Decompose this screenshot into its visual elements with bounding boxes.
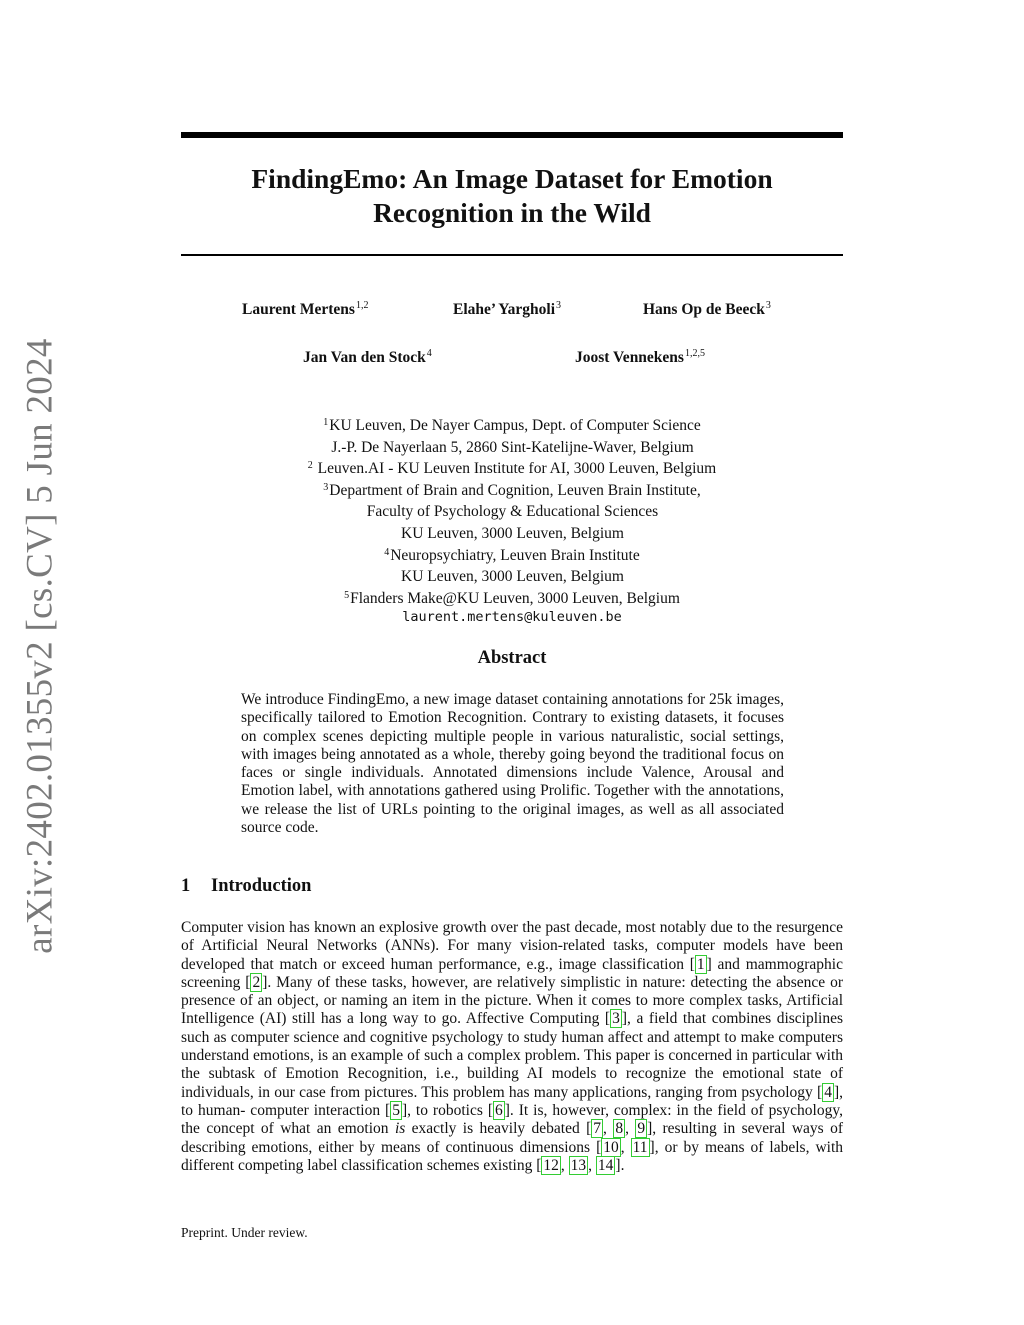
author-4-name: Jan Van den Stock bbox=[303, 349, 426, 366]
citation-link[interactable]: 11 bbox=[632, 1138, 648, 1156]
title-line-1: FindingEmo: An Image Dataset for Emotion bbox=[251, 163, 773, 194]
author-5 bbox=[575, 348, 705, 367]
citation-link[interactable]: 7 bbox=[593, 1120, 602, 1138]
affiliation-line: KU Leuven, 3000 Leuven, Belgium bbox=[401, 524, 624, 542]
author-2-name: Elahe’ Yargholi bbox=[453, 301, 556, 318]
emphasis-is: is bbox=[394, 1120, 406, 1138]
citation-link[interactable]: 12 bbox=[543, 1156, 559, 1174]
affiliation-line: $^1$KU Leuven, De Nayer Campus, Dept. of Computer Science bbox=[323, 417, 701, 434]
abstract-heading: Abstract bbox=[477, 648, 547, 668]
section-title: Introduction bbox=[211, 876, 312, 896]
citation-link[interactable]: 2 bbox=[252, 973, 261, 991]
author-5-name: Joost Vennekens bbox=[575, 349, 684, 366]
arxiv-stamp: arXiv:2402.01355v2 [cs.CV] 5 Jun 2024 bbox=[19, 338, 61, 954]
affiliation-line: J.-P. De Nayerlaan 5, 2860 Sint-Katelijne-Waver, Belgium bbox=[331, 438, 694, 456]
section-number: 1 bbox=[181, 876, 191, 896]
author-1-sup: 1,2 bbox=[355, 300, 369, 311]
author-3-name: Hans Op de Beeck bbox=[643, 301, 765, 318]
abstract-text: We introduce FindingEmo, a new image dataset containing annotations for 25k images, specifically tailored to Emotion Recognition. Contrary to existing datasets, it focuses on complex scenes depicting multiple people in various naturalistic, social settings, with images being annotated as a whole, thereby going beyond the traditional focus on faces or single individuals. Annotated dimensions include Valence, Arousal and Emotion label, with annotations gathered using Prolific. Together with the annotations, we release the list of URLs pointing to the original images, as well as all associated source code. bbox=[241, 691, 784, 837]
paper-title bbox=[181, 162, 843, 230]
author-2 bbox=[453, 300, 561, 319]
affiliation-line: $^5$Flanders Make@KU Leuven, 3000 Leuven, Belgium bbox=[344, 589, 680, 607]
author-4-sup: 4 bbox=[426, 348, 432, 359]
citation-link[interactable]: 5 bbox=[392, 1101, 400, 1119]
author-3 bbox=[643, 300, 771, 319]
affiliation-line: KU Leuven, 3000 Leuven, Belgium bbox=[401, 568, 624, 586]
author-1-name: Laurent Mertens bbox=[242, 301, 355, 318]
section-heading bbox=[181, 876, 311, 897]
citation-link[interactable]: 14 bbox=[597, 1156, 614, 1174]
author-1 bbox=[242, 300, 368, 319]
citation-link[interactable]: 10 bbox=[603, 1138, 619, 1156]
affiliations bbox=[181, 414, 843, 627]
citation-link[interactable]: 3 bbox=[612, 1010, 620, 1028]
footer-note: Preprint. Under review. bbox=[181, 1225, 308, 1240]
author-2-sup: 3 bbox=[556, 300, 562, 311]
title-rule-bottom bbox=[181, 254, 843, 256]
citation-link[interactable]: 1 bbox=[696, 955, 705, 973]
title-line-2: Recognition in the Wild bbox=[373, 197, 651, 228]
intro-paragraph: Computer vision has known an explosive growth over the past decade, most notably due to the resurgence of Artificial Neural Networks (ANNs). For many vision-related tasks, computer models have been developed that match or exceed human performance, e.g., image classification [ 1 ] and mammographic screening [ 2 ]. Many of these tasks, however, are relatively simplistic in nature: detecting the absence or presence of an object, or naming an item in the picture. When it comes to more complex tasks, Artificial Intelligence (AI) still has a long way to go. Affective Computing [ 3 ], a field that combines disciplines such as computer science and cognitive psychology to study human affect and attempt to make computers understand emotions, is an example of such a complex problem. This paper is concerned in particular with the subtask of Emotion Recognition, i.e., building AI models to recognize the emotional state of individuals, in our case from pictures. This problem has many applications, ranging from psychology [ 4 ], to human- computer interaction [ 5 ], to robotics [ 6 ]. It is, however, complex: in the field of psychology, the concept of what an emotion is exactly is heavily debated [ 7 , 8 , 9 ], resulting in several ways of describing emotions, either by means of continuous dimensions [ 10 , 11 ], or by means of labels, with different competing label classification schemes existing [ 12 , 13 , 14 ]. bbox=[181, 919, 844, 1174]
author-5-sup: 1,2,5 bbox=[684, 348, 705, 359]
citation-link[interactable]: 9 bbox=[637, 1120, 646, 1138]
citation-link[interactable]: 6 bbox=[495, 1101, 503, 1119]
citation-link[interactable]: 8 bbox=[615, 1120, 624, 1138]
title-rule-top bbox=[181, 132, 843, 138]
affiliation-line: Faculty of Psychology & Educational Sciences bbox=[366, 503, 659, 521]
author-3-sup: 3 bbox=[765, 300, 771, 311]
affiliation-line: $^2$ Leuven.AI - KU Leuven Institute for AI, 3000 Leuven, Belgium bbox=[307, 460, 717, 478]
affiliation-line: $^3$Department of Brain and Cognition, Leuven Brain Institute, bbox=[323, 481, 701, 499]
author-email: laurent.mertens@kuleuven.be bbox=[402, 609, 622, 626]
citation-link[interactable]: 13 bbox=[570, 1156, 587, 1174]
affiliation-line: $^4$Neuropsychiatry, Leuven Brain Institute bbox=[384, 546, 640, 564]
author-4 bbox=[303, 348, 432, 367]
citation-link[interactable]: 4 bbox=[824, 1083, 832, 1101]
